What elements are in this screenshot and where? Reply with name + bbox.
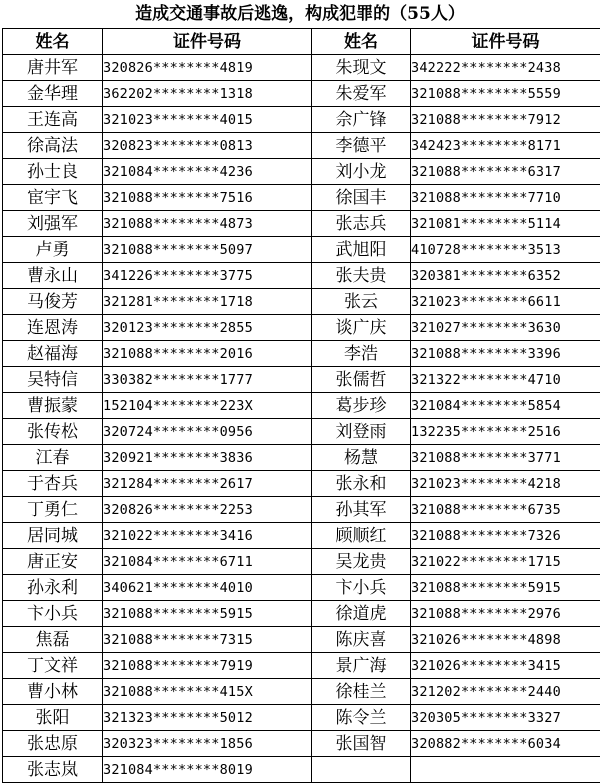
person-name-cell: 顾顺红 [312,523,411,549]
table-row [3,237,600,263]
person-name-cell: 刘小龙 [312,159,411,185]
table-body [3,55,600,783]
id-number-cell: 321088********7326 [411,523,600,549]
table-row [3,601,600,627]
person-name-cell: 孙其军 [312,497,411,523]
table-row [3,133,600,159]
table-row [3,471,600,497]
table-row [3,393,600,419]
id-number-cell: 321088********2016 [103,341,312,367]
person-name-cell: 张阳 [3,705,103,731]
header-id-left: 证件号码 [103,29,312,55]
person-name-cell: 张志兵 [312,211,411,237]
person-name-cell: 张儒哲 [312,367,411,393]
table-row [3,497,600,523]
id-number-cell: 342423********8171 [411,133,600,159]
id-number-cell: 320921********3836 [103,445,312,471]
id-number-cell: 132235********2516 [411,419,600,445]
offender-table [2,28,600,783]
id-number-cell: 321088********7919 [103,653,312,679]
person-name-cell: 朱爱军 [312,81,411,107]
person-name-cell: 丁勇仁 [3,497,103,523]
table-row [3,341,600,367]
id-number-cell: 321322********4710 [411,367,600,393]
person-name-cell: 杨慧 [312,445,411,471]
id-number-cell: 320823********0813 [103,133,312,159]
table-row [3,679,600,705]
id-number-cell: 321026********4898 [411,627,600,653]
header-id-right: 证件号码 [411,29,600,55]
table-row [3,185,600,211]
person-name-cell: 赵福海 [3,341,103,367]
table-row [3,107,600,133]
person-name-cell: 徐桂兰 [312,679,411,705]
table-row [3,445,600,471]
table-row [3,367,600,393]
person-name-cell: 张国智 [312,731,411,757]
id-number-cell: 321088********7710 [411,185,600,211]
person-name-cell: 连恩涛 [3,315,103,341]
id-number-cell: 321023********4015 [103,107,312,133]
id-number-cell: 321088********7315 [103,627,312,653]
id-number-cell: 321088********4873 [103,211,312,237]
person-name-cell: 李浩 [312,341,411,367]
table-row [3,315,600,341]
id-number-cell: 320381********6352 [411,263,600,289]
id-number-cell: 321022********3416 [103,523,312,549]
person-name-cell: 曹小林 [3,679,103,705]
person-name-cell: 曹振蒙 [3,393,103,419]
person-name-cell: 宦宇飞 [3,185,103,211]
table-row [3,263,600,289]
id-number-cell: 320123********2855 [103,315,312,341]
person-name-cell: 徐道虎 [312,601,411,627]
id-number-cell: 321088********6317 [411,159,600,185]
person-name-cell: 徐高法 [3,133,103,159]
id-number-cell: 321323********5012 [103,705,312,731]
person-name-cell: 曹永山 [3,263,103,289]
id-number-cell [411,757,600,783]
person-name-cell: 张永和 [312,471,411,497]
id-number-cell: 320305********3327 [411,705,600,731]
table-row [3,549,600,575]
id-number-cell: 340621********4010 [103,575,312,601]
table-row [3,705,600,731]
table-row [3,289,600,315]
person-name-cell: 唐井军 [3,55,103,81]
id-number-cell: 320826********2253 [103,497,312,523]
table-row [3,523,600,549]
id-number-cell: 320323********1856 [103,731,312,757]
header-name-right: 姓名 [312,29,411,55]
id-number-cell: 330382********1777 [103,367,312,393]
person-name-cell: 徐国丰 [312,185,411,211]
person-name-cell: 刘强军 [3,211,103,237]
id-number-cell: 321088********3396 [411,341,600,367]
person-name-cell: 王连高 [3,107,103,133]
id-number-cell: 321084********5854 [411,393,600,419]
id-number-cell: 321284********2617 [103,471,312,497]
person-name-cell: 谈广庆 [312,315,411,341]
person-name-cell: 马俊芳 [3,289,103,315]
person-name-cell: 陈令兰 [312,705,411,731]
id-number-cell: 321084********6711 [103,549,312,575]
person-name-cell: 张忠原 [3,731,103,757]
table-row [3,419,600,445]
id-number-cell: 321084********8019 [103,757,312,783]
person-name-cell: 江春 [3,445,103,471]
id-number-cell: 321088********3771 [411,445,600,471]
id-number-cell: 342222********2438 [411,55,600,81]
table-row [3,159,600,185]
person-name-cell: 孙永利 [3,575,103,601]
person-name-cell: 吴特信 [3,367,103,393]
person-name-cell: 居同城 [3,523,103,549]
person-name-cell: 刘登雨 [312,419,411,445]
table-row [3,757,600,783]
id-number-cell: 321081********5114 [411,211,600,237]
table-row [3,211,600,237]
id-number-cell: 321281********1718 [103,289,312,315]
id-number-cell: 321088********415X [103,679,312,705]
table-row [3,627,600,653]
table-row [3,575,600,601]
table-header-row [3,29,600,55]
id-number-cell: 321088********7912 [411,107,600,133]
id-number-cell: 321027********3630 [411,315,600,341]
id-number-cell: 321202********2440 [411,679,600,705]
person-name-cell: 武旭阳 [312,237,411,263]
person-name-cell: 卞小兵 [312,575,411,601]
person-name-cell: 陈庆喜 [312,627,411,653]
id-number-cell: 410728********3513 [411,237,600,263]
person-name-cell [312,757,411,783]
id-number-cell: 320724********0956 [103,419,312,445]
person-name-cell: 朱现文 [312,55,411,81]
id-number-cell: 321088********5097 [103,237,312,263]
person-name-cell: 焦磊 [3,627,103,653]
person-name-cell: 佘广锋 [312,107,411,133]
id-number-cell: 320882********6034 [411,731,600,757]
person-name-cell: 孙士良 [3,159,103,185]
id-number-cell: 321022********1715 [411,549,600,575]
id-number-cell: 321023********4218 [411,471,600,497]
id-number-cell: 321088********2976 [411,601,600,627]
id-number-cell: 320826********4819 [103,55,312,81]
table-row [3,653,600,679]
person-name-cell: 丁文祥 [3,653,103,679]
id-number-cell: 321088********7516 [103,185,312,211]
id-number-cell: 362202********1318 [103,81,312,107]
id-number-cell: 152104********223X [103,393,312,419]
person-name-cell: 张云 [312,289,411,315]
table-row [3,81,600,107]
person-name-cell: 卢勇 [3,237,103,263]
header-name-left: 姓名 [3,29,103,55]
person-name-cell: 张夫贵 [312,263,411,289]
person-name-cell: 张传松 [3,419,103,445]
document-title: 造成交通事故后逃逸，构成犯罪的（55人） [2,2,598,26]
person-name-cell: 金华理 [3,81,103,107]
id-number-cell: 321088********5915 [411,575,600,601]
person-name-cell: 李德平 [312,133,411,159]
table-row [3,731,600,757]
person-name-cell: 景广海 [312,653,411,679]
id-number-cell: 321088********5915 [103,601,312,627]
id-number-cell: 321026********3415 [411,653,600,679]
person-name-cell: 张志岚 [3,757,103,783]
id-number-cell: 321023********6611 [411,289,600,315]
id-number-cell: 341226********3775 [103,263,312,289]
table-row [3,55,600,81]
id-number-cell: 321084********4236 [103,159,312,185]
person-name-cell: 吴龙贵 [312,549,411,575]
id-number-cell: 321088********6735 [411,497,600,523]
person-name-cell: 于杏兵 [3,471,103,497]
person-name-cell: 唐正安 [3,549,103,575]
id-number-cell: 321088********5559 [411,81,600,107]
person-name-cell: 葛步珍 [312,393,411,419]
person-name-cell: 卞小兵 [3,601,103,627]
